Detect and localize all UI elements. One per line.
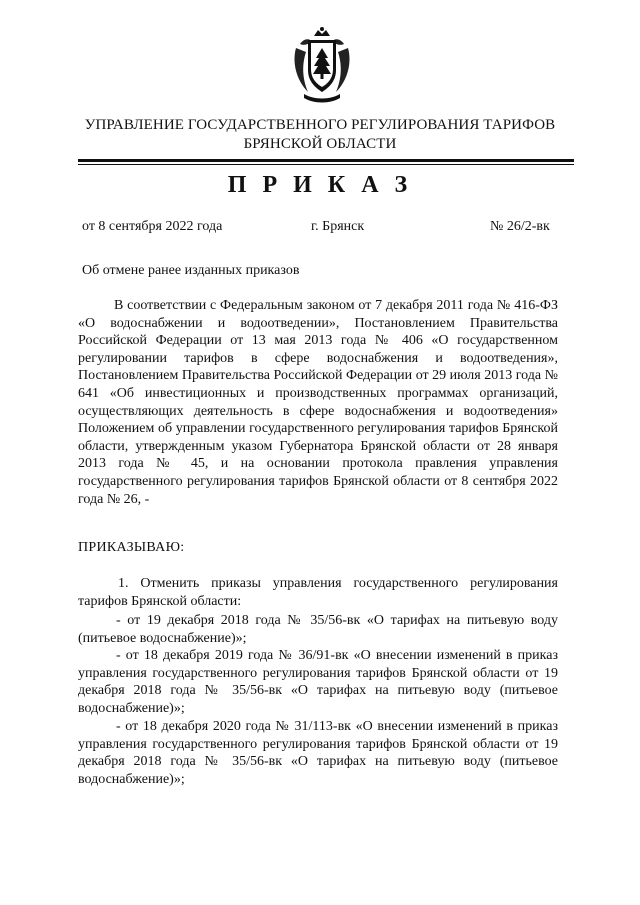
document-subject: Об отмене ранее изданных приказов — [82, 263, 300, 278]
document-date: от 8 сентября 2022 года — [82, 219, 223, 234]
org-name-line2: БРЯНСКОЙ ОБЛАСТИ — [243, 136, 397, 152]
document-city: г. Брянск — [311, 219, 365, 234]
list-item: - от 18 декабря 2019 года № 36/91-вк «О внесении изменений в приказ управления государственного регулирования тарифов Брянской области от 19 декабря 2018 года № 35/56-вк «О тарифах на питьевую воду (питьевое водоснабжение)»; — [78, 648, 558, 716]
org-name-line1: УПРАВЛЕНИЕ ГОСУДАРСТВЕННОГО РЕГУЛИРОВАНИЯ ТАРИФОВ — [84, 117, 556, 133]
header-divider-thick — [78, 159, 574, 162]
clause-1: 1. Отменить приказы управления государственного регулирования тарифов Брянской области: — [78, 576, 558, 609]
document-title: П Р И К А З — [227, 172, 413, 198]
header-divider-thin — [78, 164, 574, 165]
order-heading: ПРИКАЗЫВАЮ: — [78, 540, 185, 555]
issuing-authority — [60, 116, 580, 154]
document-number: № 26/2-вк — [490, 219, 550, 234]
list-item: - от 18 декабря 2020 года № 31/113-вк «О внесении изменений в приказ управления государственного регулирования тарифов Брянской области от 19 декабря 2018 года № 35/56-вк «О тарифах на питьевую воду (питьевое водоснабжение)»; — [78, 719, 558, 787]
preamble-paragraph: В соответствии с Федеральным законом от 7 декабря 2011 года № 416-ФЗ «О водоснабжении и водоотведении», Постановлением Правительства Российской Федерации от 13 мая 2013 года № 406 «О государственном регулировании тарифов в сфере водоснабжения и водоотведения», Постановлением Правительства Российской Федерации от 29 июля 2013 года № 641 «Об инвестиционных и производственных программах организаций, осуществляющих деятельность в сфере водоснабжения и водоотведения» Положением об управлении государственного регулирования тарифов Брянской области, утвержденным указом Губернатора Брянской области от 28 января 2013 года № 45, и на основании протокола правления управления государственного регулирования тарифов Брянской области от 8 сентября 2022 года № 26, - — [78, 298, 558, 507]
coat-of-arms-icon — [290, 26, 354, 104]
list-item: - от 19 декабря 2018 года № 35/56-вк «О тарифах на питьевую воду (питьевое водоснабжение)»; — [78, 613, 558, 646]
